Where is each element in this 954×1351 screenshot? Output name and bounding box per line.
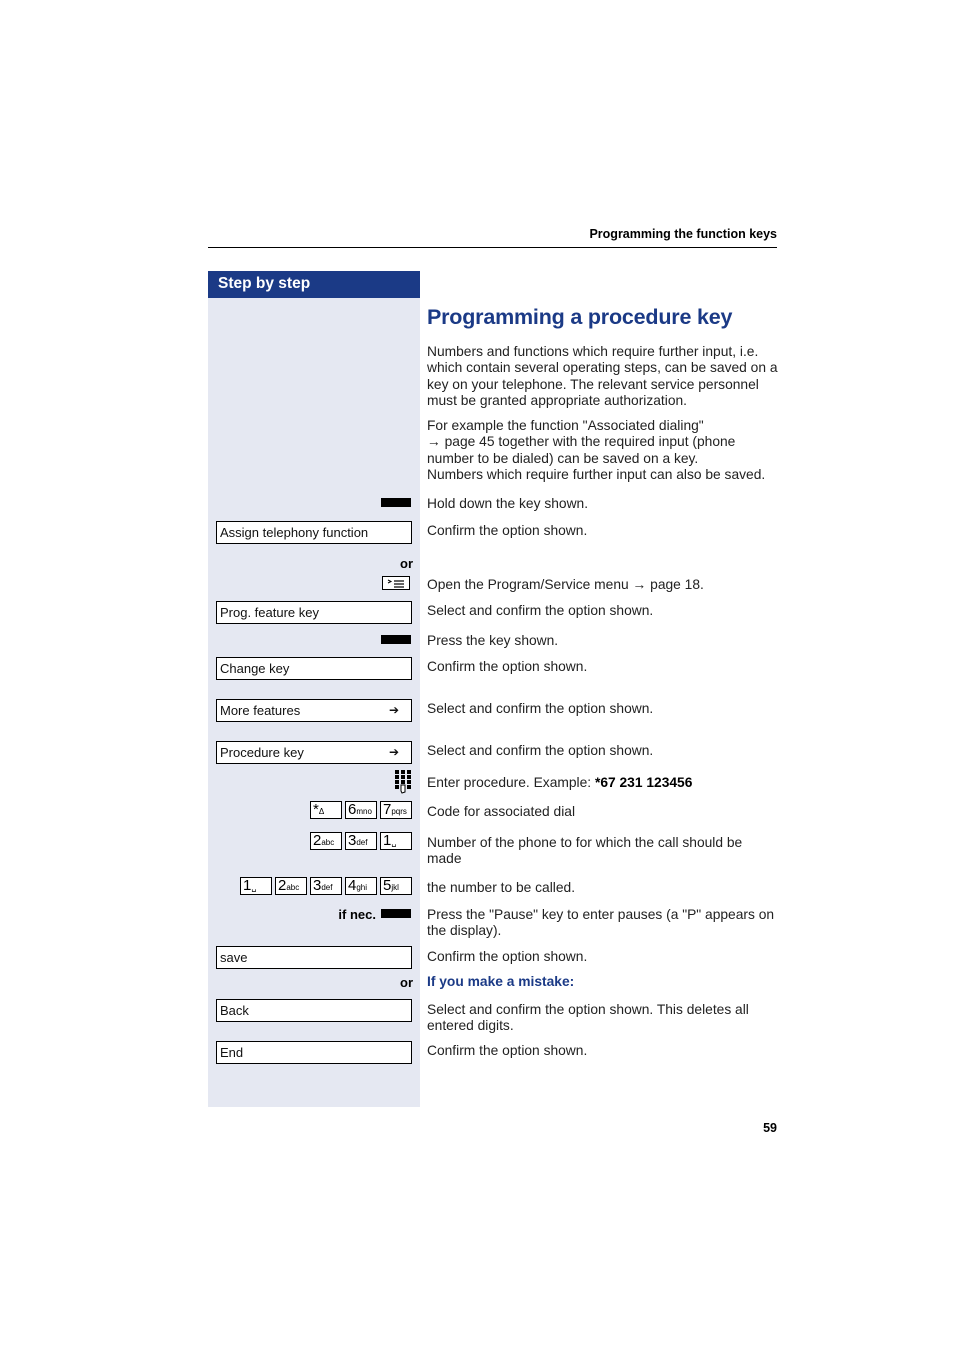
- intro-line-1: For example the function "Associated dialing": [427, 418, 704, 433]
- called-desc: the number to be called.: [427, 880, 576, 895]
- press-key-desc: Press the key shown.: [427, 633, 559, 648]
- option-assign-telephony-function[interactable]: Assign telephony function: [216, 521, 412, 544]
- or-label: or: [400, 556, 413, 571]
- option-label: Procedure key: [220, 745, 304, 760]
- page-number: 59: [763, 1121, 777, 1135]
- option-prog-feature-key[interactable]: Prog. feature key: [216, 601, 412, 624]
- hold-key-desc: Hold down the key shown.: [427, 496, 589, 511]
- option-change-key[interactable]: Change key: [216, 657, 412, 680]
- mistake-heading: If you make a mistake:: [427, 974, 575, 989]
- function-key-icon: [381, 498, 411, 507]
- key-6: 6mno: [345, 801, 377, 819]
- header-rule: [208, 247, 777, 248]
- key-2: 2abc: [275, 877, 307, 895]
- code-keys: [310, 801, 412, 819]
- back-desc: Select and confirm the option shown. This deletes all entered digits.: [427, 1002, 749, 1034]
- open-menu-desc: Open the Program/Service menu → page 18.: [427, 577, 704, 592]
- step-by-step-banner: Step by step: [208, 271, 420, 298]
- menu-key-icon: [382, 576, 410, 590]
- option-save[interactable]: save: [216, 946, 412, 969]
- page-45-link[interactable]: → page 45: [427, 434, 495, 450]
- option-procedure-key[interactable]: [216, 741, 412, 764]
- number-keys: [310, 832, 412, 850]
- option-end[interactable]: End: [216, 1041, 412, 1064]
- key-4: 4ghi: [345, 877, 377, 895]
- menu-list-icon: [383, 578, 409, 590]
- key-3: 3def: [345, 832, 377, 850]
- if-nec-label: if nec.: [338, 907, 376, 922]
- keypad-icon: [395, 770, 412, 799]
- running-header: Programming the function keys: [589, 227, 777, 241]
- key-7: 7pqrs: [380, 801, 412, 819]
- key-star: *Δ: [310, 801, 342, 819]
- number-desc: Number of the phone to for which the call should be made: [427, 835, 743, 867]
- arrow-right-icon: ➔: [388, 703, 399, 717]
- or-label: or: [400, 975, 413, 990]
- proc-desc: Select and confirm the option shown.: [427, 743, 654, 758]
- pause-key-icon: [381, 909, 411, 918]
- enter-procedure-desc: Enter procedure. Example: *67 231 123456: [427, 775, 693, 790]
- more-desc: Select and confirm the option shown.: [427, 701, 654, 716]
- intro-line-3: Numbers which require further input can also be saved.: [427, 466, 766, 482]
- code-desc: Code for associated dial: [427, 804, 576, 819]
- intro-paragraph-2: [427, 418, 779, 483]
- pause-desc: Press the "Pause" key to enter pauses (a "P" appears on the display).: [427, 907, 775, 939]
- end-desc: Confirm the option shown.: [427, 1043, 588, 1058]
- function-key-icon: [381, 635, 411, 644]
- option-more-features[interactable]: [216, 699, 412, 722]
- intro-line-2: → page 45 together with the required input (phone number to be dialed) can be saved on a key.: [427, 434, 736, 466]
- option-label: More features: [220, 703, 301, 718]
- change-desc: Confirm the option shown.: [427, 659, 588, 674]
- page-title: Programming a procedure key: [427, 305, 733, 329]
- option-back[interactable]: Back: [216, 999, 412, 1022]
- key-5: 5jkl: [380, 877, 412, 895]
- assign-desc: Confirm the option shown.: [427, 523, 588, 538]
- key-1: 1␣: [380, 832, 412, 850]
- page-18-link[interactable]: → page 18.: [632, 577, 704, 592]
- prog-desc: Select and confirm the option shown.: [427, 603, 654, 618]
- procedure-example: *67 231 123456: [594, 775, 693, 790]
- key-2: 2abc: [310, 832, 342, 850]
- arrow-right-icon: ➔: [388, 745, 399, 759]
- called-number-keys: [240, 877, 412, 895]
- save-desc: Confirm the option shown.: [427, 949, 588, 964]
- key-1: 1␣: [240, 877, 272, 895]
- key-3: 3def: [310, 877, 342, 895]
- intro-paragraph-1: Numbers and functions which require further input, i.e. which contain several operating steps, can be saved on a key on your telephone. The relevant service personnel must be granted appropriate authorization.: [427, 344, 778, 408]
